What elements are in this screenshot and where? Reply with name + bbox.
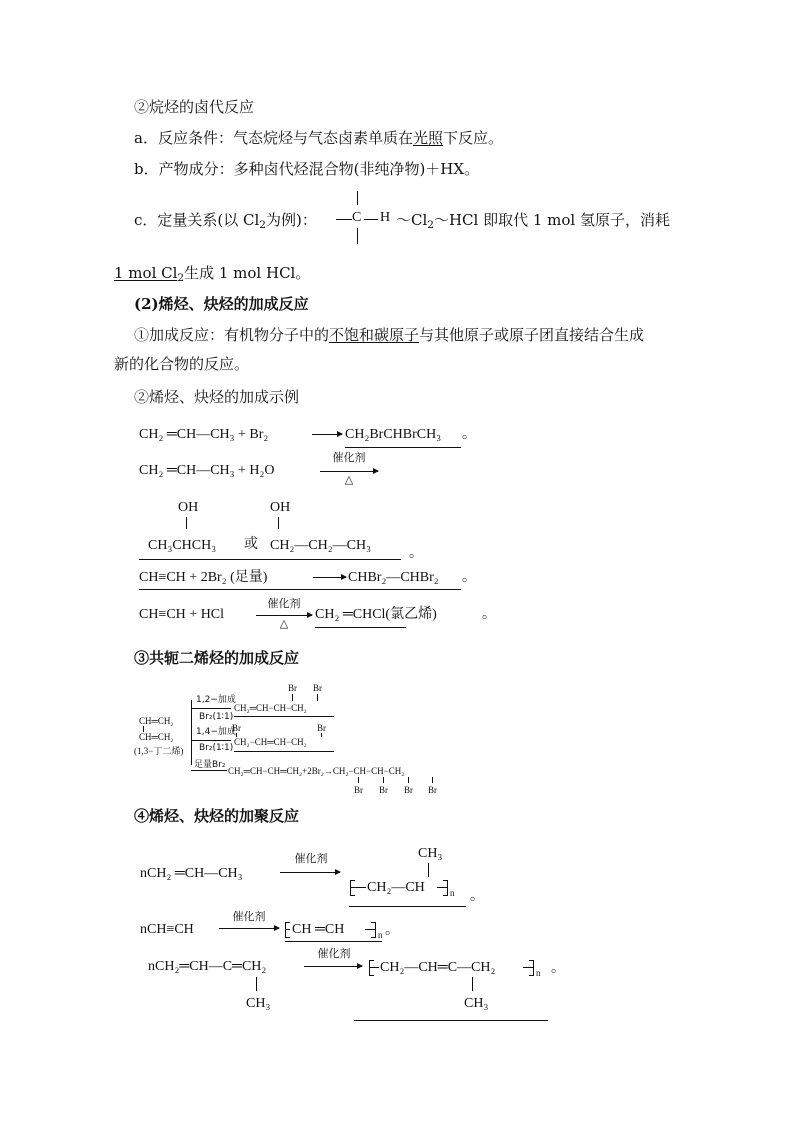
diene-reactant-line1: CH═CH₂ xyxy=(139,716,174,726)
poly3-right-bracket xyxy=(529,960,534,976)
diene-12-br2: Br xyxy=(313,683,322,693)
poly2-underline xyxy=(285,941,382,942)
poly2-period: 。 xyxy=(385,923,399,938)
reaction4-catalyst: 催化剂 xyxy=(267,597,301,610)
diene-14-product: CH₂−CH═CH−CH₂ xyxy=(234,737,307,747)
diene-reactant-name: (1,3−丁二烯) xyxy=(134,746,184,756)
product1-oh: OH xyxy=(178,500,199,515)
product1-oh-bond xyxy=(186,517,187,529)
diene-12-underline xyxy=(234,716,334,717)
diene-14-br1: Br xyxy=(232,723,241,733)
diene-ex-br4: Br xyxy=(428,785,437,795)
paragraph-addition-definition: ①加成反应：有机物分子中的不饱和碳原子与其他原子或原子团直接结合生成 xyxy=(134,326,645,344)
poly2-catalyst: 催化剂 xyxy=(232,910,266,923)
reaction1-underline xyxy=(345,447,461,448)
heading-conjugated-diene: ③共轭二烯烃的加成反应 xyxy=(134,649,300,667)
diene-ex-bond3 xyxy=(408,777,409,783)
poly3-catalyst: 催化剂 xyxy=(317,947,351,960)
product1-formula: CH₃CHCH₃ xyxy=(148,538,217,553)
diene-12-label: 1,2−加成 xyxy=(196,695,236,705)
poly1-period: 。 xyxy=(470,889,484,904)
poly3-product-ch3-bond xyxy=(472,977,473,991)
diene-ex-bond1 xyxy=(358,777,359,783)
poly2-n: n xyxy=(378,930,383,940)
diene-ex-bond4 xyxy=(432,777,433,783)
heading-alkane-halogenation: ②烷烃的卤代反应 xyxy=(134,98,255,116)
heading-addition-examples: ②烯烃、炔烃的加成示例 xyxy=(134,388,300,406)
diene-14-arrow xyxy=(191,740,231,741)
bond-horizontal-right xyxy=(364,219,378,220)
reaction4-product: CH₂ ═CHCl(氯乙烯) xyxy=(315,607,437,622)
reaction4-arrow xyxy=(256,615,312,616)
reaction1-reactants: CH₂ ═CH—CH₃ + Br₂ xyxy=(139,427,269,442)
poly1-left-bond xyxy=(350,887,366,888)
poly1-unit: CH₂—CH xyxy=(367,880,425,895)
poly1-ch3: CH₃ xyxy=(418,846,443,861)
heading-addition-polymerization: ④烯烃、炔烃的加聚反应 xyxy=(134,807,300,825)
diene-excess-arrow xyxy=(191,770,227,771)
diene-ex-br3: Br xyxy=(404,785,413,795)
diene-14-underline xyxy=(234,751,334,752)
hydrogen-atom: H xyxy=(380,210,391,225)
reaction3-period: 。 xyxy=(462,570,476,585)
diene-excess-label: 足量Br₂ xyxy=(194,760,226,770)
poly3-period: 。 xyxy=(551,961,565,976)
bond-vertical-bottom xyxy=(357,228,358,244)
diene-12-product: CH₂═CH−CH−CH₂ xyxy=(234,703,307,713)
poly1-catalyst: 催化剂 xyxy=(294,852,328,865)
reaction2-heat: △ xyxy=(344,473,354,486)
poly1-right-bracket xyxy=(443,880,448,896)
heading-addition-reaction: (2)烯烃、炔烃的加成反应 xyxy=(134,295,309,313)
poly3-reactant: nCH₂═CH—C═CH₂ xyxy=(148,959,267,974)
bond-horizontal-left xyxy=(336,219,352,220)
poly1-n: n xyxy=(450,888,455,898)
poly2-left-bond xyxy=(285,929,290,930)
poly3-left-bond xyxy=(369,967,379,968)
poly2-right-bracket xyxy=(371,922,376,938)
product2-formula: CH₂—CH₂—CH₃ xyxy=(270,538,371,553)
carbon-atom: C xyxy=(352,210,362,225)
poly3-underline xyxy=(354,1020,548,1021)
diene-ex-bond2 xyxy=(383,777,384,783)
paragraph-quantitative-relation: c．定量关系(以 $Cl_2$为例)： xyxy=(134,211,317,231)
diene-12-reagent: Br₂(1∶1) xyxy=(199,712,234,722)
paragraph-reaction-condition: a．反应条件：气态烷烃与气态卤素单质在光照下反应。 xyxy=(134,129,503,147)
reaction2-period: 。 xyxy=(409,546,423,561)
reaction1-period: 。 xyxy=(462,427,476,442)
reaction2-underline xyxy=(139,559,401,560)
diene-ex-br1: Br xyxy=(354,785,363,795)
diene-reactant-bond xyxy=(143,726,144,732)
diene-12-br1-bond xyxy=(292,694,293,701)
poly3-product-ch3: CH₃ xyxy=(464,996,489,1011)
reaction2-arrow xyxy=(320,471,378,472)
diene-ex-br2: Br xyxy=(379,785,388,795)
paragraph-quantitative-relation-end: 1 mol $Cl_2$生成 1 mol HCl。 xyxy=(114,264,311,284)
poly3-n: n xyxy=(536,968,541,978)
diene-12-br1: Br xyxy=(288,683,297,693)
poly3-reactant-ch3-bond xyxy=(256,977,257,991)
poly1-reactant: nCH₂ ═CH—CH₃ xyxy=(140,866,243,881)
reaction3-arrow xyxy=(313,577,346,578)
reaction4-reactants: CH≡CH + HCl xyxy=(139,607,225,622)
poly1-arrow xyxy=(280,872,340,873)
poly1-left-bracket xyxy=(350,880,355,896)
poly2-reactant: nCH≡CH xyxy=(140,922,194,937)
product2-oh-bond xyxy=(278,517,279,529)
diene-excess-equation: CH₂═CH−CH═CH₂+2Br₂→CH₂−CH−CH−CH₂ xyxy=(228,766,405,776)
bond-vertical-top xyxy=(357,191,358,205)
paragraph-addition-definition-cont: 新的化合物的反应。 xyxy=(114,355,250,373)
diene-14-reagent: Br₂(1∶1) xyxy=(199,743,234,753)
reaction4-period: 。 xyxy=(482,607,496,622)
paragraph-product-composition: b．产物成分：多种卤代烃混合物(非纯净物)＋HX。 xyxy=(134,160,480,178)
poly1-ch3-bond xyxy=(428,863,429,877)
paragraph-quantitative-relation-cont: $\sim Cl_2\sim HCl$ 即取代 1 mol 氢原子，消耗 xyxy=(396,211,670,231)
diene-14-label: 1,4−加成 xyxy=(196,727,236,737)
diene-branch-line xyxy=(191,700,192,765)
poly3-reactant-ch3: CH₃ xyxy=(246,996,271,1011)
product2-oh: OH xyxy=(270,500,291,515)
poly1-underline xyxy=(349,906,466,907)
poly2-left-bracket xyxy=(285,922,290,938)
diene-reactant-line2: CH═CH₂ xyxy=(139,732,174,742)
poly2-unit: CH ═CH xyxy=(292,922,345,937)
reaction4-underline xyxy=(315,627,406,628)
diene-12-br2-bond xyxy=(317,694,318,701)
reaction2-catalyst: 催化剂 xyxy=(332,451,366,464)
diene-14-br2-bond xyxy=(321,733,322,737)
reaction3-underline xyxy=(139,589,461,590)
reaction3-reactants: CH≡CH + 2Br₂ (足量) xyxy=(139,570,268,585)
reaction1-arrow xyxy=(312,434,342,435)
diene-14-br2: Br xyxy=(317,723,326,733)
poly2-arrow xyxy=(219,928,279,929)
product-or: 或 xyxy=(244,537,258,552)
poly3-left-bracket xyxy=(369,960,374,976)
diene-12-arrow xyxy=(191,708,231,709)
diene-14-br1-bond xyxy=(236,733,237,737)
poly3-arrow xyxy=(304,966,362,967)
reaction1-product: CH₂BrCHBrCH₃ xyxy=(345,427,442,442)
poly3-unit: CH₂—CH═C—CH₂ xyxy=(380,960,496,975)
reaction2-reactants: CH₂ ═CH—CH₃ + H₂O xyxy=(139,463,275,478)
reaction3-product: CHBr₂—CHBr₂ xyxy=(348,570,439,585)
reaction4-heat: △ xyxy=(279,617,289,630)
